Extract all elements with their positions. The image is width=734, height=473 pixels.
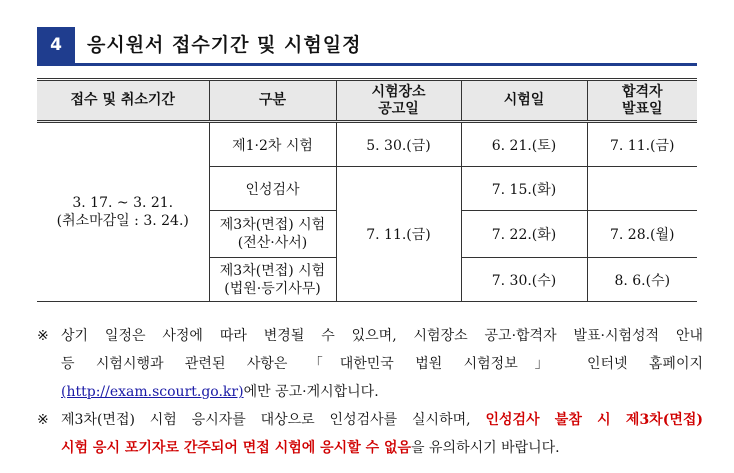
type-cell: 제3차(면접) 시험 (전산·사서) bbox=[209, 211, 336, 258]
notice-date-cell: 5. 30.(금) bbox=[336, 122, 461, 167]
header-notice-date: 시험장소 공고일 bbox=[336, 80, 461, 122]
exam-date-cell: 7. 22.(화) bbox=[461, 211, 587, 258]
type-cell: 제3차(면접) 시험 (법원·등기사무) bbox=[209, 258, 336, 302]
cancellation-deadline: (취소마감일 : 3. 24.) bbox=[56, 213, 189, 229]
result-date-cell: 7. 11.(금) bbox=[587, 122, 697, 167]
table-row bbox=[37, 122, 697, 167]
header-exam-date: 시험일 bbox=[461, 80, 587, 122]
reference-mark-icon: ※ bbox=[37, 328, 49, 344]
application-period: 3. 17. ~ 3. 21. bbox=[72, 195, 174, 211]
type-cell: 제1·2차 시험 bbox=[209, 122, 336, 167]
header-result-date: 합격자 발표일 bbox=[587, 80, 697, 122]
exam-site-link[interactable]: (http://exam.scourt.go.kr) bbox=[61, 384, 244, 400]
note-personality-test: ※ 제3차(면접) 시험 응시자를 대상으로 인성검사를 실시하며, 인성검사 불참 시 제3차(면접) 시험 응시 포기자로 간주되어 면접 시험에 응시할 수 없음을 유의하시기 바랍니다. bbox=[37, 406, 703, 462]
reference-mark-icon: ※ bbox=[37, 412, 49, 428]
schedule-table bbox=[37, 78, 697, 302]
section-number-badge: 4 bbox=[37, 27, 75, 63]
section-title-underline bbox=[37, 63, 697, 66]
exam-date-cell: 6. 21.(토) bbox=[461, 122, 587, 167]
notes-section bbox=[37, 322, 703, 462]
result-date-cell: 8. 6.(수) bbox=[587, 258, 697, 302]
section-title: 응시원서 접수기간 및 시험일정 bbox=[87, 34, 362, 56]
table-header-row bbox=[37, 80, 697, 122]
notice-date-cell: 7. 11.(금) bbox=[336, 167, 461, 302]
result-date-cell bbox=[587, 167, 697, 211]
warning-text: 인성검사 불참 시 제3차(면접) bbox=[485, 412, 704, 428]
warning-text: 시험 응시 포기자로 간주되어 면접 시험에 응시할 수 없음 bbox=[61, 440, 412, 456]
note-schedule-change: ※ 상기 일정은 사정에 따라 변경될 수 있으며, 시험장소 공고·합격자 발표·시험성적 안내 등 시험시행과 관련된 사항은 「대한민국 법원 시험정보」 인터넷 홈페이지 (http://exam.scourt.go.kr)에만 공고·게시합니다. bbox=[37, 322, 703, 406]
application-period-cell bbox=[37, 122, 209, 302]
header-type: 구분 bbox=[209, 80, 336, 122]
exam-date-cell: 7. 30.(수) bbox=[461, 258, 587, 302]
exam-date-cell: 7. 15.(화) bbox=[461, 167, 587, 211]
section-header bbox=[37, 27, 697, 63]
type-cell: 인성검사 bbox=[209, 167, 336, 211]
header-period: 접수 및 취소기간 bbox=[37, 80, 209, 122]
result-date-cell: 7. 28.(월) bbox=[587, 211, 697, 258]
